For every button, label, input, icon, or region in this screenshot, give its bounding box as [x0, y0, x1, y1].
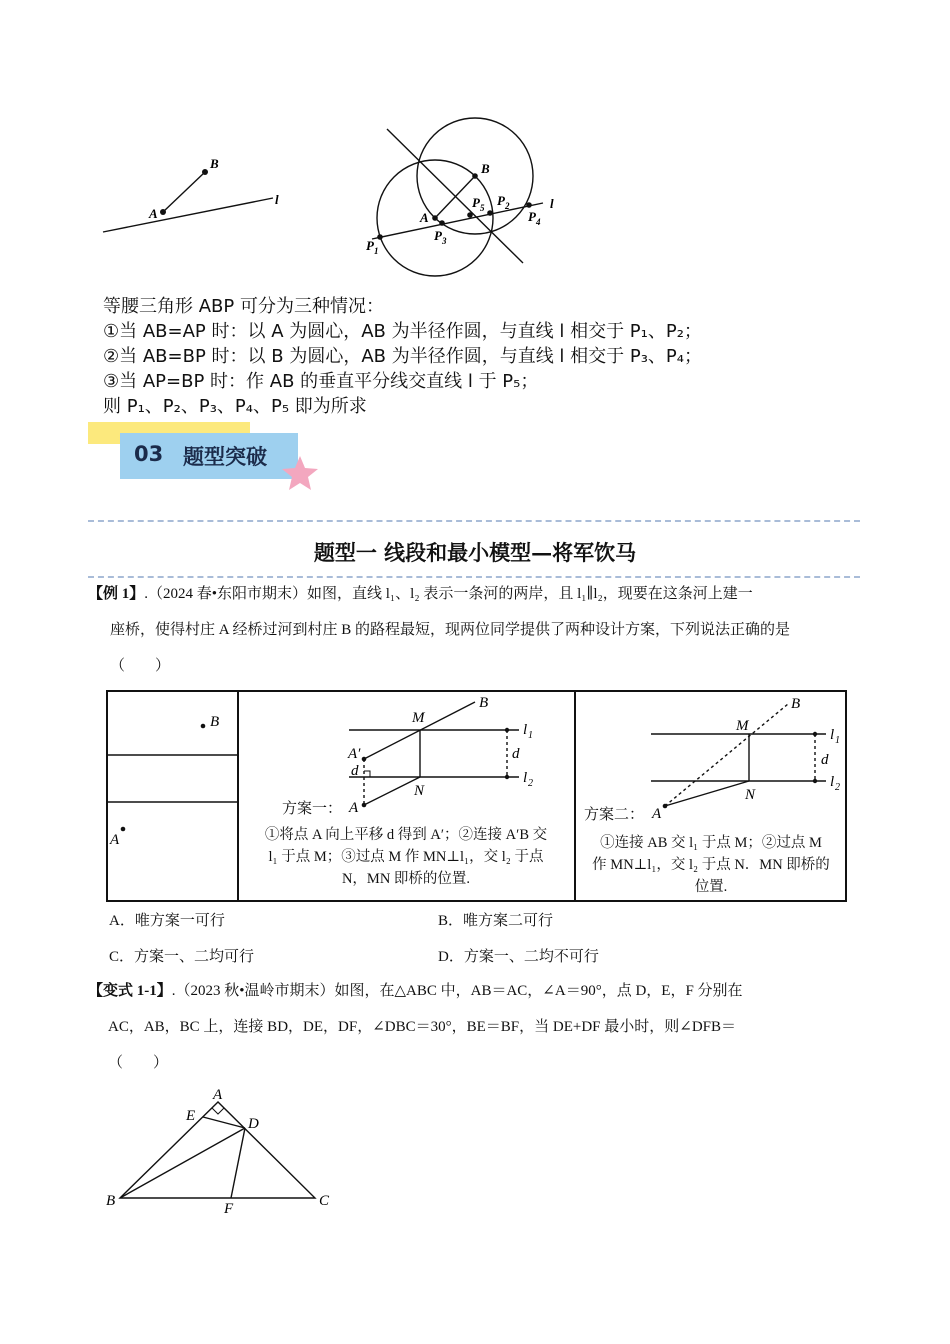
cell-2-scheme-one-figure [239, 692, 573, 816]
segment-bd [120, 1128, 245, 1198]
cell-3-scheme-label: 方案二： [584, 807, 645, 823]
variant-line-2: AC，AB，BC 上，连接 BD，DE，DF，∠DBC＝30°，BE＝BF，当 DE+DF 最小时，则∠DFB＝ [108, 1019, 736, 1035]
example-1-tag: 【例 1】 [88, 586, 145, 602]
cell-2-caption-3: N，MN 即桥的位置. [341, 871, 471, 887]
cell-1-label-a: A [110, 832, 120, 848]
cell-2-label-d-right: d [512, 746, 520, 762]
cell-3-label-l2-sub: 2 [835, 782, 840, 793]
cell-1-label-b: B [210, 714, 220, 730]
option-b[interactable]: B．唯方案二可行 [438, 913, 554, 929]
label-l: l [275, 192, 279, 207]
label-p4-sub: 4 [536, 217, 541, 227]
label-b: B [210, 156, 219, 171]
cell-3-label-l2: l [830, 774, 835, 790]
triangle-outline [120, 1102, 315, 1198]
cell-2-label-a: A [349, 800, 359, 816]
label-p4: P [528, 209, 536, 224]
intro-line-3: ③当 AP=BP 时：作 AB 的垂直平分线交直线 l 于 P₅； [103, 371, 539, 392]
example-1-line-1 [88, 576, 878, 612]
figure-triangle-abc [100, 1085, 345, 1220]
cell-3-label-l1: l [830, 727, 835, 743]
cell-2-scheme-label: 方案一： [282, 801, 343, 817]
cell-3-label-n: N [745, 787, 756, 803]
triangle-label-f: F [224, 1201, 234, 1217]
option-a[interactable]: A．唯方案一可行 [109, 913, 225, 929]
intro-line-1: ①当 AB=AP 时：以 A 为圆心，AB 为半径作圆，与直线 l 相交于 P₁、P₂； [103, 321, 702, 342]
figure-circles-construction [360, 115, 570, 280]
cell-3-caption-1: ①连接 AB 交 l₁ 于点 M；②过点 M [600, 835, 822, 851]
intro-line-2: ②当 AB=BP 时：以 B 为圆心，AB 为半径作圆，与直线 l 相交于 P₃、P₄； [103, 346, 703, 367]
cell-2-label-l2: l [523, 770, 528, 786]
label-p5-sub: 5 [480, 203, 485, 213]
label-p2: P [497, 193, 505, 208]
variant-line-1 [88, 973, 878, 1009]
cell-2-label-l1: l [523, 722, 528, 738]
cell-3-label-m: M [736, 718, 749, 734]
triangle-label-c: C [319, 1193, 330, 1209]
label-p3-sub: 3 [442, 236, 447, 246]
banner-title: 题型突破 [183, 445, 267, 469]
cell-3-caption-2: 作 MN⊥l₁，交 l₂ 于点 N．MN 即桥的 [592, 857, 830, 873]
cell-1-river-figure [108, 692, 238, 902]
cell-2-label-b: B [479, 695, 489, 711]
cell-2-label-m: M [412, 710, 425, 726]
example-1-question [88, 576, 878, 684]
intro-line-0: 等腰三角形 ABP 可分为三种情况： [103, 296, 384, 317]
intro-line-4: 则 P₁、P₂、P₃、P₄、P₅ 即为所求 [103, 396, 367, 417]
label-p1-sub: 1 [374, 246, 379, 256]
section-divider-top [88, 520, 860, 522]
example-1-line-2: 座桥，使得村庄 A 经桥过河到村庄 B 的路程最短，现两位同学提供了两种设计方案，下列说法正确的是 [110, 622, 791, 638]
label-l: l [550, 196, 554, 211]
section-banner [88, 422, 328, 492]
triangle-label-a: A [213, 1087, 223, 1103]
cell-3-caption [576, 832, 846, 898]
cell-3-caption-3: 位置. [694, 879, 728, 895]
variant-line-3: （ ） [108, 1055, 169, 1071]
option-c[interactable]: C．方案一、二均可行 [109, 949, 255, 965]
option-d[interactable]: D．方案一、二均不可行 [438, 949, 599, 965]
label-a: A [420, 210, 429, 225]
point-a [160, 209, 166, 215]
triangle-label-e: E [186, 1108, 196, 1124]
right-angle-mark [212, 1108, 224, 1114]
cell-2-caption [239, 824, 573, 890]
point-b [202, 169, 208, 175]
example-1-line-3: （ ） [110, 658, 171, 674]
cell-3-label-d: d [821, 752, 829, 768]
figure-ab-line [95, 150, 295, 245]
cell-2-caption-1: ①将点 A 向上平移 d 得到 A′；②连接 A′B 交 [264, 827, 548, 843]
cell-2-label-l2-sub: 2 [528, 778, 533, 789]
triangle-label-b: B [106, 1193, 116, 1209]
variant-tag: 【变式 1-1】 [88, 983, 172, 999]
example-1-text-1: .（2024 春•东阳市期末）如图，直线 l₁、l₂ 表示一条河的两岸，且 l₁∥l₂，现要在这条河上建一 [144, 586, 753, 602]
banner-number: 03 [134, 442, 164, 466]
variant-1-1-question [88, 973, 878, 1081]
label-p2-sub: 2 [505, 201, 510, 211]
cell-2-label-n: N [414, 783, 425, 799]
variant-text-1: .（2023 秋•温岭市期末）如图，在△ABC 中，AB＝AC，∠A＝90°，点 D，E，F 分别在 [171, 983, 743, 999]
line-l [372, 203, 543, 239]
cell-2-label-d-left: d [351, 763, 359, 779]
label-b: B [481, 161, 490, 176]
cell-3-label-b: B [791, 696, 801, 712]
label-p5: P [472, 195, 480, 210]
triangle-label-d: D [248, 1116, 259, 1132]
section-title: 题型一 线段和最小模型—将军饮马 [313, 540, 637, 565]
cell-3-label-l1-sub: 1 [835, 735, 840, 746]
cell-2-label-l1-sub: 1 [528, 730, 533, 741]
scheme-table [106, 690, 847, 902]
star-icon [280, 454, 320, 492]
label-a: A [149, 206, 158, 221]
intro-paragraph [103, 294, 863, 419]
cell-2-caption-2: l₁ 于点 M；③过点 M 作 MN⊥l₁，交 l₂ 于点 [268, 849, 544, 865]
cell-3-label-a: A [652, 806, 662, 822]
label-p3: P [434, 228, 442, 243]
cell-2-label-a-prime: A′ [348, 746, 361, 762]
label-p1: P [366, 238, 374, 253]
segment-df [231, 1128, 245, 1198]
